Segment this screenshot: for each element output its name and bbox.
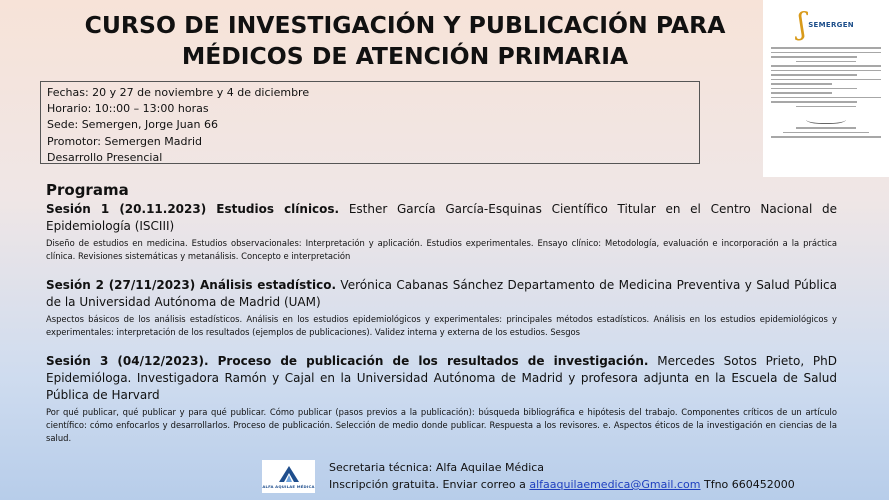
accreditation-document-thumbnail [763, 0, 889, 177]
session-title: Sesión 1 (20.11.2023) Estudios clínicos. [46, 202, 340, 216]
session-title: Sesión 3 (04/12/2023). Proceso de publicación de los resultados de investigación. [46, 354, 649, 368]
contact-phone: Tfno 660452000 [700, 478, 795, 491]
semergen-logo-icon: ʃ [798, 7, 807, 42]
thumbnail-text-line [771, 56, 857, 58]
session-1 [46, 201, 837, 263]
course-title-line-2: MÉDICOS DE ATENCIÓN PRIMARIA [181, 42, 629, 70]
alfa-aquilae-logo-icon [278, 465, 300, 483]
registration-text: Inscripción gratuita. Enviar correo a [329, 478, 530, 491]
thumbnail-text-line [796, 106, 857, 108]
semergen-logo [771, 6, 881, 44]
registration-line [329, 476, 795, 493]
thumbnail-text-line [796, 127, 857, 129]
thumbnail-text-line [771, 92, 832, 94]
program-section [46, 180, 837, 459]
session-title: Sesión 2 (27/11/2023) Análisis estadístico. [46, 278, 337, 292]
session-speaker: Verónica Cabanas Sánchez Departamento de Medicina Preventiva y Salud Pública de la Universidad Autónoma de Madrid (UAM) [46, 278, 837, 309]
thumbnail-text-line [771, 70, 881, 72]
session-description: Aspectos básicos de los análisis estadísticos. Análisis en los estudios epidemiológicos y experimentales: principales métodos estadísticos. Análisis en los estudios epidemiológicos y experimentales: interpretación de los resultados (ejemplos de publicaciones). Validez interna y externa de los estudios. Sesgos [46, 314, 837, 337]
thumbnail-text-line [771, 52, 881, 54]
footer-contact [329, 459, 795, 493]
course-title [60, 10, 750, 72]
info-venue: Sede: Semergen, Jorge Juan 66 [47, 118, 218, 132]
session-header [46, 201, 837, 235]
thumbnail-text-line [771, 136, 881, 138]
session-description: Diseño de estudios en medicina. Estudios observacionales: Interpretación y aplicación. Estudios experimentales. Ensayo clínico: Metodología, evaluación e incorporación a la práctica clínica. Revisiones sistemáticas y metanálisis. Concepto e interpretación [46, 238, 837, 261]
session-header [46, 277, 837, 311]
thumbnail-text-line [771, 101, 857, 103]
info-promoter: Promotor: Semergen Madrid [47, 134, 203, 148]
technical-secretariat: Secretaria técnica: Alfa Aquilae Médica [329, 461, 545, 474]
thumbnail-text-line [771, 74, 857, 76]
thumbnail-text-line [771, 65, 881, 67]
info-format: Desarrollo Presencial [47, 150, 163, 164]
session-speaker: Esther García García-Esquinas Científico Titular en el Centro Nacional de Epidemiología (ISCIII) [46, 202, 838, 233]
session-header [46, 353, 837, 404]
session-3 [46, 353, 837, 445]
alfa-aquilae-logo [262, 460, 315, 493]
session-2 [46, 277, 837, 339]
info-schedule: Horario: 10::00 – 13:00 horas [47, 102, 209, 116]
contact-email-link[interactable]: alfaaquilaemedica@Gmail.com [529, 478, 701, 491]
footer [262, 457, 822, 495]
thumbnail-text-line [796, 61, 857, 63]
semergen-brand: SEMERGEN [808, 21, 854, 29]
logo-caption: ALFA AQUILAE MÉDICA [262, 483, 315, 489]
info-dates: Fechas: 20 y 27 de noviembre y 4 de diciembre [47, 86, 310, 99]
program-heading: Programa [46, 181, 129, 199]
thumbnail-text-line [771, 83, 832, 85]
thumbnail-text-line [771, 47, 881, 49]
session-description: Por qué publicar, qué publicar y para qué publicar. Cómo publicar (pasos previos a la publicación): búsqueda bibliográfica e hipótesis del trabajo. Componentes críticos de un artículo científico: cómo enfocarlos y desarrollarlos. Proceso de publicación. Selección de medio donde publicar. Respuesta a los revisores. e. Aspectos éticos de la investigación en ciencias de la salud. [46, 407, 837, 443]
thumbnail-signature [806, 113, 846, 124]
thumbnail-text-line [771, 88, 857, 90]
thumbnail-text-line [771, 79, 881, 81]
thumbnail-text-line [783, 132, 869, 134]
course-info-box [40, 81, 700, 164]
thumbnail-text-line [771, 97, 881, 99]
session-speaker: Mercedes Sotos Prieto, PhD Epidemióloga. Investigadora Ramón y Cajal en la Universidad Autónoma de Madrid y profesora adjunta en la Escuela de Salud Pública de Harvard [46, 354, 837, 402]
course-title-line-1: CURSO DE INVESTIGACIÓN Y PUBLICACIÓN PARA [84, 11, 726, 39]
